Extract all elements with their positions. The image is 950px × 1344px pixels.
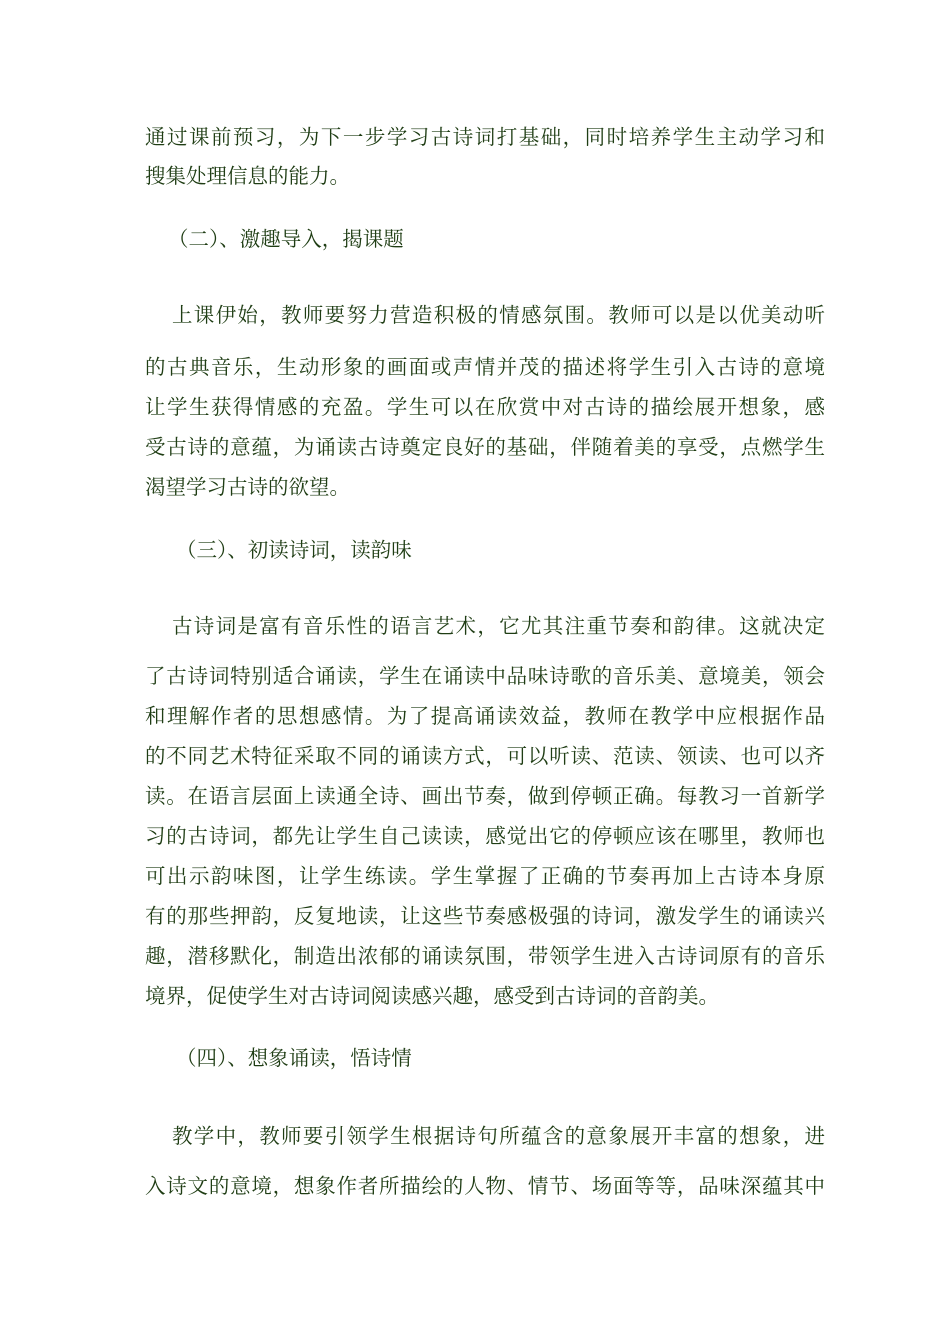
paragraph-line: 境界，促使学生对古诗词阅读感兴趣，感受到古诗词的音韵美。: [145, 984, 719, 1008]
section-heading-4: （四）、想象诵读，悟诗情: [176, 1046, 412, 1070]
paragraph-line: 的古典音乐，生动形象的画面或声情并茂的描述将学生引入古诗的意境: [145, 355, 825, 379]
paragraph-line: 上课伊始，教师要努力营造积极的情感氛围。教师可以是以优美动听: [172, 303, 825, 327]
paragraph-line: 读。在语言层面上读通全诗、画出节奏，做到停顿正确。每教习一首新学: [145, 784, 825, 808]
section-heading-2: （二）、激趣导入，揭课题: [168, 227, 404, 251]
paragraph-line: 让学生获得情感的充盈。学生可以在欣赏中对古诗的描绘展开想象，感: [145, 395, 825, 419]
paragraph-line: 渴望学习古诗的欲望。: [145, 475, 350, 499]
paragraph-line: 搜集处理信息的能力。: [145, 164, 350, 188]
paragraph-line: 可出示韵味图，让学生练读。学生掌握了正确的节奏再加上古诗本身原: [145, 864, 825, 888]
paragraph-line: 教学中，教师要引领学生根据诗句所蕴含的意象展开丰富的想象，进: [172, 1124, 825, 1148]
paragraph-line: 了古诗词特别适合诵读，学生在诵读中品味诗歌的音乐美、意境美，领会: [145, 664, 825, 688]
paragraph-line: 受古诗的意蕴，为诵读古诗奠定良好的基础，伴随着美的享受，点燃学生: [145, 435, 825, 459]
paragraph-line: 有的那些押韵，反复地读，让这些节奏感极强的诗词，激发学生的诵读兴: [145, 904, 825, 928]
paragraph-line: 和理解作者的思想感情。为了提高诵读效益，教师在教学中应根据作品: [145, 704, 825, 728]
paragraph-line: 通过课前预习，为下一步学习古诗词打基础，同时培养学生主动学习和: [145, 125, 825, 149]
paragraph-line: 的不同艺术特征采取不同的诵读方式，可以听读、范读、领读、也可以齐: [145, 744, 825, 768]
paragraph-line: 古诗词是富有音乐性的语言艺术，它尤其注重节奏和韵律。这就决定: [172, 614, 825, 638]
paragraph-line: 入诗文的意境，想象作者所描绘的人物、情节、场面等等，品味深蕴其中: [145, 1174, 825, 1198]
paragraph-line: 习的古诗词，都先让学生自己读读，感觉出它的停顿应该在哪里，教师也: [145, 824, 825, 848]
section-heading-3: （三）、初读诗词，读韵味: [176, 538, 412, 562]
paragraph-line: 趣，潜移默化，制造出浓郁的诵读氛围，带领学生进入古诗词原有的音乐: [145, 944, 825, 968]
